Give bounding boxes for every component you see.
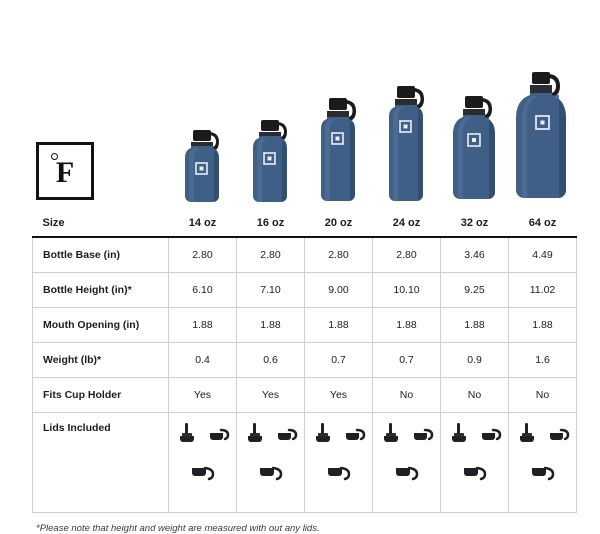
- straw-lid-icon: [445, 419, 473, 453]
- bottle-32oz: [441, 84, 507, 208]
- cell-bottle-height-32oz: 9.25: [441, 273, 509, 308]
- cell-fits-cup-holder-14oz: Yes: [169, 378, 237, 413]
- flip-lid-icon: [409, 419, 437, 453]
- cell-bottle-height-64oz: 11.02: [509, 273, 577, 308]
- cell-bottle-base-14oz: 2.80: [169, 237, 237, 273]
- cell-mouth-opening-24oz: 1.88: [373, 308, 441, 343]
- row-label-weight: Weight (lb)*: [33, 343, 169, 378]
- loop-lid-icon: [309, 455, 369, 489]
- bottle-14oz: [171, 116, 233, 208]
- header-size-64oz: 64 oz: [509, 210, 577, 237]
- cell-weight-32oz: 0.9: [441, 343, 509, 378]
- straw-lid-icon: [513, 419, 541, 453]
- bottle-14oz-cell: [168, 18, 236, 208]
- cell-fits-cup-holder-24oz: No: [373, 378, 441, 413]
- flip-lid-icon: [545, 419, 573, 453]
- cell-bottle-base-64oz: 4.49: [509, 237, 577, 273]
- loop-lid-icon: [173, 455, 233, 489]
- cell-weight-14oz: 0.4: [169, 343, 237, 378]
- bottle-64oz: [507, 62, 577, 208]
- cell-mouth-opening-20oz: 1.88: [305, 308, 373, 343]
- logo-letter: F: [55, 156, 75, 189]
- straw-lid-icon: [309, 419, 337, 453]
- cell-lids-64oz: [509, 413, 577, 513]
- cell-mouth-opening-14oz: 1.88: [169, 308, 237, 343]
- header-size-24oz: 24 oz: [373, 210, 441, 237]
- cell-weight-16oz: 0.6: [237, 343, 305, 378]
- straw-lid-icon: [377, 419, 405, 453]
- loop-lid-icon: [445, 455, 505, 489]
- logo-cell: [32, 142, 168, 208]
- table-header-row: [33, 210, 577, 237]
- loop-lid-icon: [513, 455, 573, 489]
- size-spec-table: [32, 210, 577, 513]
- cell-fits-cup-holder-16oz: Yes: [237, 378, 305, 413]
- cell-bottle-base-20oz: 2.80: [305, 237, 373, 273]
- brand-logo: [36, 142, 94, 200]
- flip-lid-icon: [273, 419, 301, 453]
- cell-lids-20oz: [305, 413, 373, 513]
- bottle-16oz-cell: [236, 18, 304, 208]
- table-row-lids: [33, 413, 577, 513]
- header-size-label: Size: [33, 210, 169, 237]
- header-size-20oz: 20 oz: [305, 210, 373, 237]
- table-row: [33, 308, 577, 343]
- cell-bottle-height-20oz: 9.00: [305, 273, 373, 308]
- cell-mouth-opening-16oz: 1.88: [237, 308, 305, 343]
- cell-weight-24oz: 0.7: [373, 343, 441, 378]
- row-label-bottle-base: Bottle Base (in): [33, 237, 169, 273]
- flip-lid-icon: [477, 419, 505, 453]
- cell-bottle-base-16oz: 2.80: [237, 237, 305, 273]
- bottle-24oz-cell: [372, 18, 440, 208]
- cell-fits-cup-holder-20oz: Yes: [305, 378, 373, 413]
- cell-lids-16oz: [237, 413, 305, 513]
- cell-bottle-height-24oz: 10.10: [373, 273, 441, 308]
- footnote: *Please note that height and weight are measured with out any lids.: [36, 523, 320, 534]
- loop-lid-icon: [241, 455, 301, 489]
- table-row: [33, 273, 577, 308]
- cell-weight-64oz: 1.6: [509, 343, 577, 378]
- cell-fits-cup-holder-64oz: No: [509, 378, 577, 413]
- cell-bottle-base-24oz: 2.80: [373, 237, 441, 273]
- header-size-32oz: 32 oz: [441, 210, 509, 237]
- cell-mouth-opening-64oz: 1.88: [509, 308, 577, 343]
- cell-lids-32oz: [441, 413, 509, 513]
- header-size-14oz: 14 oz: [169, 210, 237, 237]
- bottle-illustration-row: [32, 18, 568, 208]
- row-label-lids-included: Lids Included: [33, 413, 169, 513]
- cell-weight-20oz: 0.7: [305, 343, 373, 378]
- cell-lids-14oz: [169, 413, 237, 513]
- cell-fits-cup-holder-32oz: No: [441, 378, 509, 413]
- bottle-32oz-cell: [440, 18, 508, 208]
- bottle-20oz: [307, 86, 369, 208]
- straw-lid-icon: [241, 419, 269, 453]
- cell-bottle-height-14oz: 6.10: [169, 273, 237, 308]
- flip-lid-icon: [341, 419, 369, 453]
- cell-mouth-opening-32oz: 1.88: [441, 308, 509, 343]
- loop-lid-icon: [377, 455, 437, 489]
- bottle-20oz-cell: [304, 18, 372, 208]
- row-label-mouth-opening: Mouth Opening (in): [33, 308, 169, 343]
- row-label-fits-cup-holder: Fits Cup Holder: [33, 378, 169, 413]
- cell-bottle-height-16oz: 7.10: [237, 273, 305, 308]
- cell-lids-24oz: [373, 413, 441, 513]
- header-size-16oz: 16 oz: [237, 210, 305, 237]
- flip-lid-icon: [205, 419, 233, 453]
- row-label-bottle-height: Bottle Height (in)*: [33, 273, 169, 308]
- cell-bottle-base-32oz: 3.46: [441, 237, 509, 273]
- bottle-24oz: [375, 74, 437, 208]
- table-row: [33, 343, 577, 378]
- table-row: [33, 378, 577, 413]
- bottle-16oz: [239, 106, 301, 208]
- straw-lid-icon: [173, 419, 201, 453]
- table-row: [33, 237, 577, 273]
- bottle-64oz-cell: [508, 18, 576, 208]
